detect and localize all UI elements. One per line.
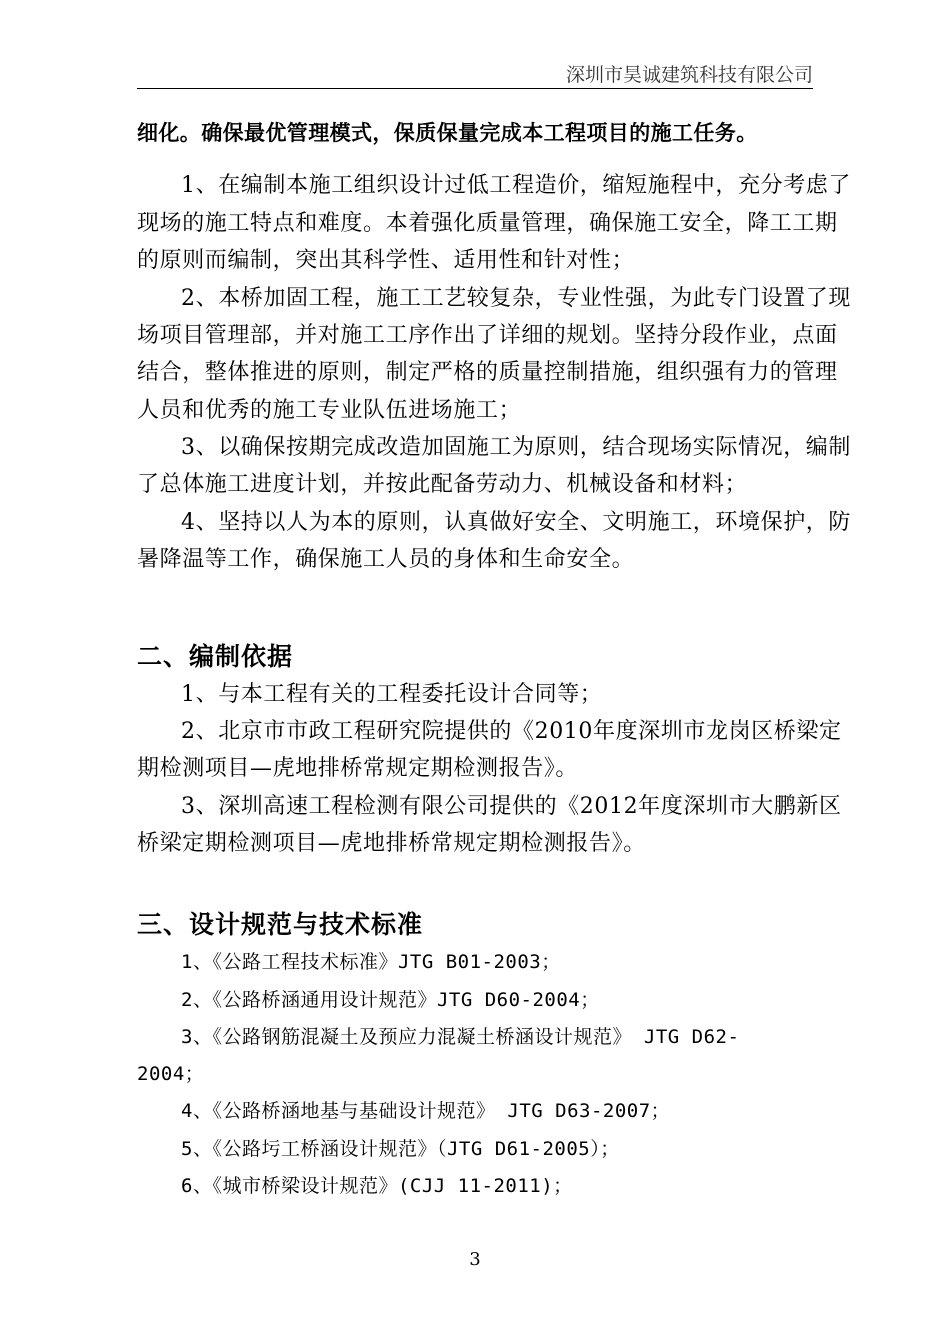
section-3-item-5: 5、《公路圬工桥涵设计规范》（JTG D61-2005）； [181,1138,620,1160]
intro-bold-line: 细化。确保最优管理模式，保质保量完成本工程项目的施工任务。 [137,121,758,145]
running-header: 深圳市昊诚建筑科技有限公司 [565,64,813,86]
section-2-heading: 二、编制依据 [137,642,294,671]
section-2-item-1: 1、与本工程有关的工程委托设计合同等； [181,682,603,707]
principle-4-line-1: 4、坚持以人为本的原则，认真做好安全、文明施工，环境保护，防 [181,510,851,535]
principle-2-line-3: 结合，整体推进的原则，制定严格的质量控制措施，组织强有力的管理 [137,360,838,385]
section-2-item-3-line-2: 桥梁定期检测项目—虎地排桥常规定期检测报告》。 [137,831,646,856]
section-3-item-3-line-1: 3、《公路钢筋混凝土及预应力混凝土桥涵设计规范》 JTG D62- [181,1026,740,1048]
principle-1-line-2: 现场的施工特点和难度。本着强化质量管理，确保施工安全，降工工期 [137,211,838,236]
principle-3-line-2: 了总体施工进度计划，并按此配备劳动力、机械设备和材料； [137,472,748,497]
section-2-item-2-line-1: 2、北京市市政工程研究院提供的《2010年度深圳市龙岗区桥梁定 [181,719,842,744]
principle-4-line-2: 暑降温等工作，确保施工人员的身体和生命安全。 [137,547,635,572]
section-3-item-1: 1、《公路工程技术标准》JTG B01-2003； [181,951,561,973]
page-number: 3 [469,1249,481,1270]
principle-1-line-1: 1、在编制本施工组织设计过低工程造价，缩短施程中，充分考虑了 [181,173,851,198]
principle-1-line-3: 的原则而编制，突出其科学性、适用性和针对性； [137,248,635,273]
section-3-item-6: 6、《城市桥梁设计规范》(CJJ 11-2011)； [181,1175,573,1197]
section-3-item-4: 4、《公路桥涵地基与基础设计规范》 JTG D63-2007； [181,1100,671,1122]
principle-3-line-1: 3、以确保按期完成改造加固施工为原则，结合现场实际情况，编制 [181,435,851,460]
section-2-item-3-line-1: 3、深圳高速工程检测有限公司提供的《2012年度深圳市大鹏新区 [181,794,842,819]
section-2-item-2-line-2: 期检测项目—虎地排桥常规定期检测报告》。 [137,756,579,781]
section-3-item-3-line-2: 2004； [137,1063,205,1085]
section-3-heading: 三、设计规范与技术标准 [137,910,424,939]
principle-2-line-2: 场项目管理部，并对施工工序作出了详细的规划。坚持分段作业，点面 [137,323,838,348]
header-rule [137,88,813,89]
principle-2-line-1: 2、本桥加固工程，施工工艺较复杂，专业性强，为此专门设置了现 [181,286,851,311]
principle-2-line-4: 人员和优秀的施工专业队伍进场施工； [137,398,522,423]
section-3-item-2: 2、《公路桥涵通用设计规范》JTG D60-2004； [181,989,600,1011]
